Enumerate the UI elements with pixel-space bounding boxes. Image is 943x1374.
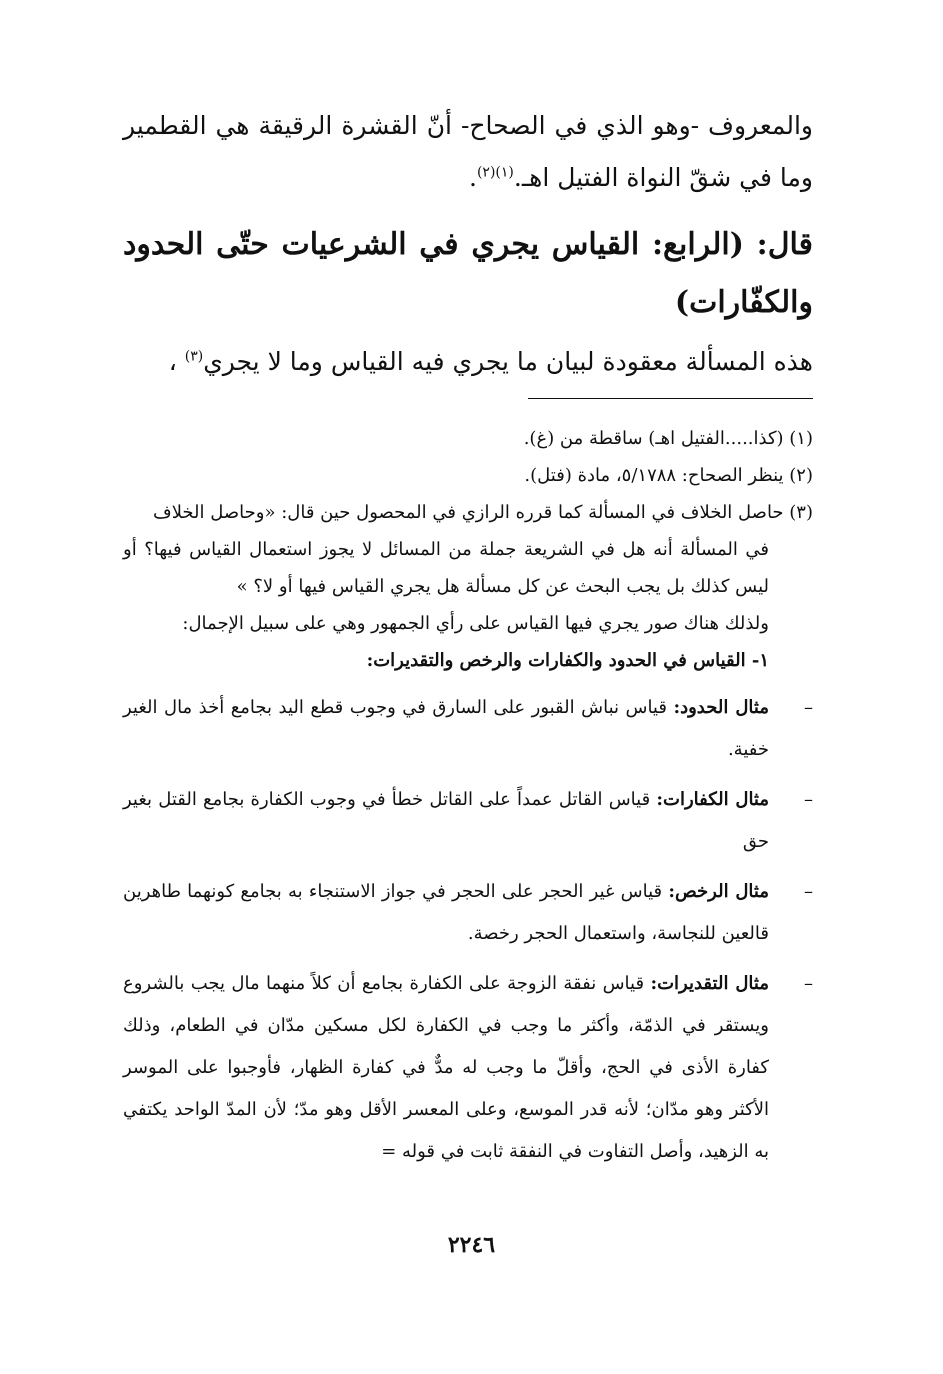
paragraph-end: ، [168, 347, 177, 376]
bullet-dash: – [804, 881, 813, 902]
footnotes [123, 420, 813, 1173]
heading-qaal: قال: [756, 227, 813, 262]
list-item-label: مثال الكفارات: [656, 789, 769, 810]
footnote-separator [528, 398, 813, 399]
paragraph-text: هذه المسألة معقودة لبيان ما يجري فيه القياس وما لا يجري [203, 347, 813, 376]
paragraph-end: . [469, 163, 477, 192]
bullet-dash: – [804, 973, 813, 994]
section-heading [123, 216, 813, 332]
footnote-1: (١) (كذا.....الفتيل اهـ) ساقطة من (غ). [523, 428, 813, 449]
list-item [123, 871, 813, 955]
footnote-ref-3: (٣) [184, 348, 204, 365]
list-item-label: مثال التقديرات: [650, 973, 769, 994]
footnote-3-subheading: ١- القياس في الحدود والكفارات والرخص والتقديرات: [366, 650, 769, 671]
footnote-3-first-line: (٣) حاصل الخلاف في المسألة كما قرره الرازي في المحصول حين قال: «وحاصل الخلاف [153, 502, 813, 523]
heading-text: (الرابع: القياس يجري في الشرعيات حتّى الحدود والكفّارات) [123, 227, 813, 320]
footnote-refs-1-2: (١)(٢) [476, 164, 514, 181]
footnote-3 [123, 494, 813, 1173]
footnote-2: (٢) ينظر الصحاح: ٥/١٧٨٨، مادة (فتل). [524, 465, 813, 486]
bullet-dash: – [804, 789, 813, 810]
list-item-text: قياس نفقة الزوجة على الكفارة بجامع أن كلاً منهما مال يجب بالشروع ويستقر في الذمّة، وأكثر ما وجب في الكفارة لكل مسكين مدّان في الطعام، وذلك كفارة الأذى في الحج، وأقلّ ما وجب له مدٌّ في كفارة الظهار، فأوجبوا على الموسر الأكثر وهو مدّان؛ لأنه قدر الموسع، وعلى المعسر الأقل وهو مدّ؛ لأن المدّ الواحد يكتفي به الزهيد، وأصل التفاوت في النفقة ثابت في قوله = [123, 973, 769, 1162]
bullet-dash: – [804, 697, 813, 718]
list-item [123, 687, 813, 771]
list-item [123, 779, 813, 863]
list-item-text: قياس القاتل عمداً على القاتل خطأ في وجوب الكفارة بجامع القتل بغير حق [123, 789, 769, 852]
main-paragraph-1 [123, 100, 813, 204]
list-item-text: قياس نباش القبور على السارق في وجوب قطع اليد بجامع أخذ مال الغير خفية. [123, 697, 769, 760]
list-item-label: مثال الرخص: [668, 881, 769, 902]
paragraph-text: والمعروف -وهو الذي في الصحاح- أنّ القشرة الرقيقة هي القطمير وما في شقّ النواة الفتيل اهـ. [123, 111, 813, 192]
list-item [123, 963, 813, 1173]
page-number: ٢٢٤٦ [447, 1232, 496, 1258]
footnote-3-intro: ولذلك هناك صور يجري فيها القياس على رأي الجمهور وهي على سبيل الإجمال: [182, 613, 769, 634]
main-paragraph-2 [123, 336, 813, 388]
list-item-label: مثال الحدود: [673, 697, 769, 718]
list-item-text: قياس غير الحجر على الحجر في جواز الاستنجاء به بجامع كونهما طاهرين قالعين للنجاسة، واستعمال الحجر رخصة. [123, 881, 769, 944]
footnote-3-quote: في المسألة أنه هل في الشريعة جملة من المسائل لا يجوز استعمال القياس فيها؟ أو ليس كذلك بل يجب البحث عن كل مسألة هل يجري القياس فيها أو لا؟ » [123, 539, 769, 597]
